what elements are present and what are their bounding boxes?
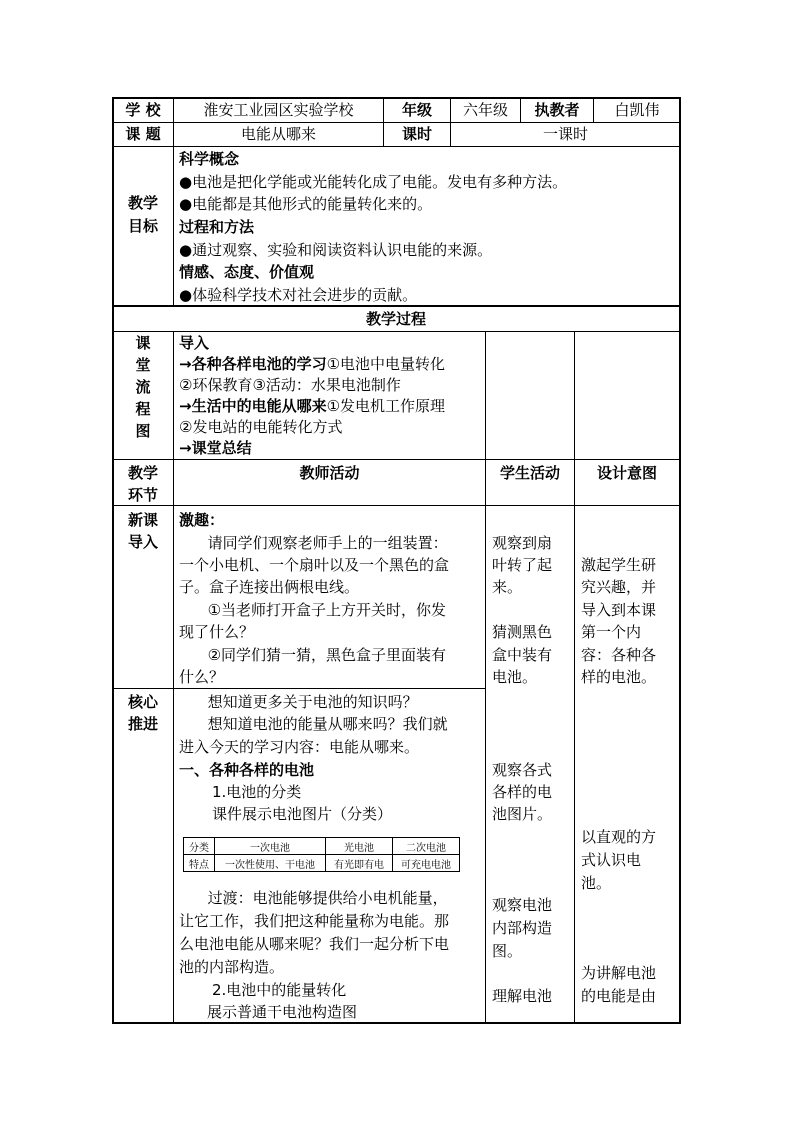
flow-line [179,396,445,416]
intro-design-line: 第一个内 [581,623,642,641]
core-heading: 一、各种各样的电池 [179,761,315,779]
rule [112,305,681,307]
core-teacher-line: 让它工作，我们把这种能量称为电能。那 [179,912,450,930]
col-teacher: 教师活动 [299,464,360,482]
core-label: 核心 [127,693,158,711]
col-stage: 教学 [127,464,158,482]
school-label: 学 校 [125,101,161,119]
core-teacher-line: 进入今天的学习内容：电能从哪来。 [179,738,420,756]
core-design-line: 为讲解电池 [581,964,657,982]
core-student-line: 观察各式 [492,761,553,779]
flow-line: ②环保教育③活动：水果电池制作 [179,376,401,394]
intro-design-line: 究兴趣，并 [581,578,657,596]
intro-teacher-line: 请同学们观察老师手上的一组装置： [179,534,448,552]
flow-line-bold: →生活中的电能从哪来 [179,397,327,415]
core-design-line: 式认识电 [581,851,642,869]
attitude-title: 情感、态度、价值观 [179,263,315,281]
core-teacher-line: 么电池电能从哪来呢？我们一起分析下电 [179,935,450,953]
table-border-bottom [112,1022,681,1024]
table-cell: 特点 [184,855,215,872]
intro-teacher-line: ②同学们猜一猜，黑色盒子里面装有 [179,646,447,664]
core-teacher-line: 想知道更多关于电池的知识吗？ [179,693,418,711]
table-cell: 分类 [184,838,215,855]
grade-label: 年级 [401,101,432,119]
teacher-label: 执教者 [534,101,580,119]
table-row [184,838,460,855]
intro-design-line: 样的电池。 [581,668,657,686]
intro-design-line: 容：各种各 [581,646,657,664]
table-cell: 可充电电池 [393,855,460,872]
flow-line-rest: ①电池中电量转化 [326,355,446,373]
intro-student-line: 盒中装有 [492,646,553,664]
table-border-top [112,97,681,99]
rule [112,146,681,147]
attitude-item: ●体验科学技术对社会进步的贡献。 [179,286,418,304]
intro-student-line: 观察到扇 [492,534,553,552]
intro-teacher-line: 一个小电机、一个扇叶以及一个黑色的盒 [179,556,450,574]
core-design-line: 的电能是由 [581,987,657,1005]
col-design: 设计意图 [596,464,657,482]
grade-value: 六年级 [462,101,508,119]
topic-value: 电能从哪来 [240,125,316,143]
flow-line-rest: ①发电机工作原理 [326,397,446,415]
flow-line: →课堂总结 [179,439,252,457]
concept-title: 科学概念 [179,150,240,168]
concept-item: ●电池是把化学能或光能转化成了电能。发电有多种方法。 [179,173,568,191]
rule [112,122,681,123]
topic-label: 课 题 [125,125,161,143]
rule [112,331,681,332]
battery-type-table [183,837,460,872]
core-student-line: 观察电池 [492,896,553,914]
process-title: 过程和方法 [179,218,255,236]
objectives-label: 教学 [127,194,158,212]
intro-design-line: 导入到本课 [581,601,657,619]
flow-label-char: 课 [135,334,151,352]
intro-teacher-line: 激趣： [179,511,225,529]
flow-label-char: 流 [135,378,151,396]
table-border-right [679,97,681,1024]
flow-line: ②发电站的电能转化方式 [179,418,343,436]
core-subheading: 2.电池中的能量转化 [212,981,347,999]
core-design-line: 以直观的方 [581,828,657,846]
flow-intro: 导入 [179,334,210,352]
objectives-label: 目标 [127,217,158,235]
period-value: 一课时 [542,125,588,143]
intro-teacher-line: 现了什么？ [179,623,255,641]
rule [112,688,486,689]
rule [112,505,681,506]
process-item: ●通过观察、实验和阅读资料认识电能的来源。 [179,241,493,259]
core-student-line: 理解电池 [492,987,553,1005]
col-stage: 环节 [127,486,158,504]
core-student-line: 池图片。 [492,805,553,823]
table-cell: 一次性使用、干电池 [215,855,326,872]
core-subtext: 展示普通干电池构造图 [207,1003,358,1021]
core-design-line: 池。 [581,874,612,892]
table-cell: 有光即有电 [326,855,393,872]
core-teacher-line: 想知道电池的能量从哪来吗？我们就 [179,715,448,733]
core-label: 推进 [127,715,158,733]
table-row [184,855,460,872]
flow-label-char: 图 [135,422,151,440]
process-header: 教学过程 [365,310,426,328]
core-student-line: 内部构造 [492,919,553,937]
flow-label-char: 程 [135,400,151,418]
rule [574,331,575,1023]
core-student-line: 各样的电 [492,783,553,801]
flow-line-bold: →各种各样电池的学习 [179,355,327,373]
core-teacher-line: 过渡：电池能够提供给小电机能量， [179,889,448,907]
core-subtext: 课件展示电池图片（分类） [212,805,393,823]
rule [112,459,681,460]
core-subheading: 1.电池的分类 [212,783,302,801]
flow-label-char: 堂 [135,356,151,374]
intro-teacher-line: 子。盒子连接出俩根电线。 [179,578,360,596]
col-student: 学生活动 [499,464,560,482]
school-value: 淮安工业园区实验学校 [203,101,354,119]
intro-teacher-line: 什么？ [179,668,225,686]
intro-label: 新课 [127,511,158,529]
intro-teacher-line: ①当老师打开盒子上方开关时，你发 [179,601,447,619]
concept-item: ●电能都是其他形式的能量转化来的。 [179,195,433,213]
core-teacher-line: 池的内部构造。 [179,958,285,976]
intro-student-line: 猜测黑色 [492,623,553,641]
rule [485,331,486,1023]
teacher-value: 白凯伟 [614,101,660,119]
intro-design-line: 激起学生研 [581,556,657,574]
table-border-left [112,97,114,1024]
table-cell: 一次电池 [215,838,326,855]
table-cell: 二次电池 [393,838,460,855]
intro-student-line: 来。 [492,578,523,596]
intro-student-line: 叶转了起 [492,556,553,574]
rule [173,331,174,1023]
period-label: 课时 [401,125,432,143]
table-cell: 光电池 [326,838,393,855]
core-student-line: 图。 [492,942,523,960]
intro-label: 导入 [127,533,158,551]
intro-student-line: 电池。 [492,668,538,686]
flow-line [179,354,445,374]
